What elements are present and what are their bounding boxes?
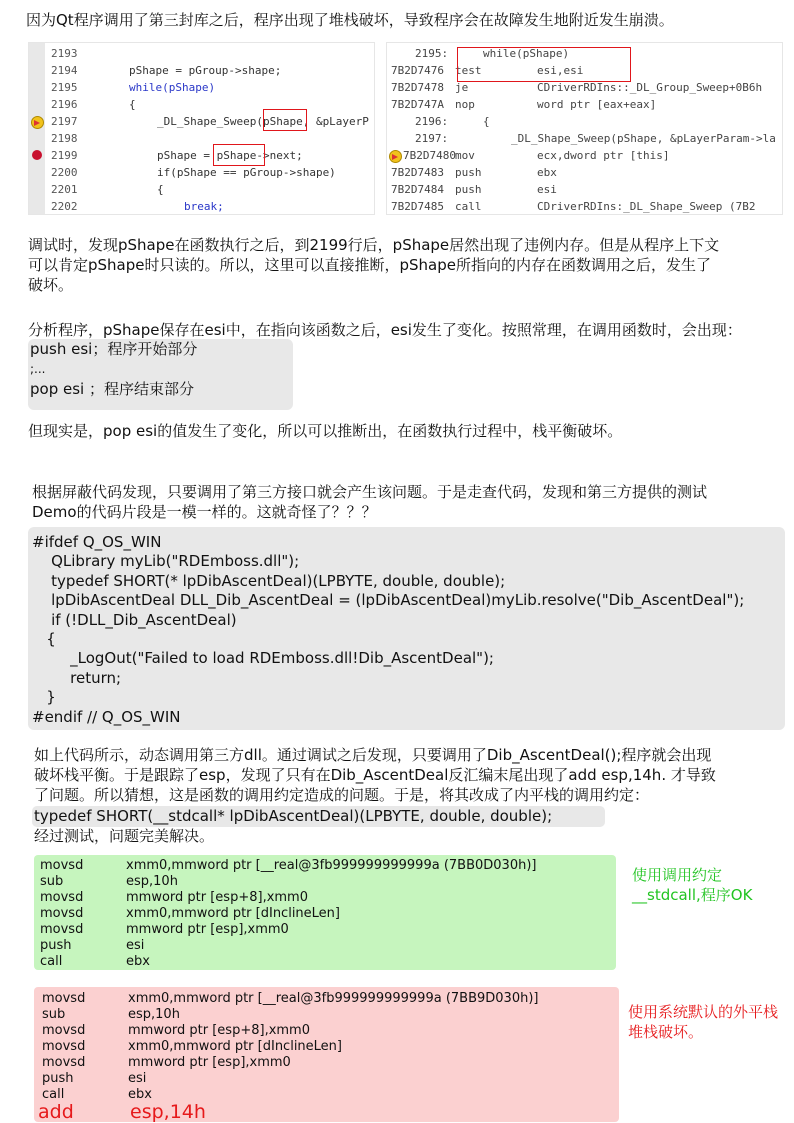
intro-text: 因为Qt程序调用了第三封库之后，程序出现了堆栈破坏，导致程序会在故障发生地附近发生崩溃。 [26, 11, 674, 29]
paragraph-analysis: 分析程序，pShape保存在esi中，在指向该函数之后，esi发生了变化。按照常理，在调用函数时，会出现： [28, 321, 742, 339]
disassembly-screenshot [386, 42, 783, 215]
code-line: break; [184, 200, 224, 213]
asm-line: movsd mmword ptr [esp],xmm0 [40, 922, 289, 937]
asm-operand: ebx [537, 166, 557, 179]
asm-operand: ecx,dword ptr [this] [537, 149, 670, 162]
asm-operand: esi,esi [537, 64, 584, 77]
code-line: lpDibAscentDeal DLL_Dib_AscentDeal = (lpDibAscentDeal)myLib.resolve("Dib_AscentDeal"); [32, 591, 745, 610]
source-text: while(pShape) [483, 47, 570, 60]
asm-opcode: call [455, 200, 482, 213]
note-default-broken: 使用系统默认的外平栈 堆栈破坏。 [628, 1003, 779, 1041]
code-line: } [32, 688, 56, 707]
line-number: 2197 [51, 115, 78, 128]
asm-line: call ebx [42, 1087, 152, 1102]
note-stdcall-ok: 使用调用约定 __stdcall,程序OK [632, 866, 753, 904]
asm-line: sub esp,10h [40, 874, 178, 889]
source-line-ref: 2196: [415, 115, 449, 128]
highlight-box [213, 144, 265, 166]
code-line: #ifdef Q_OS_WIN [32, 533, 162, 551]
code-line: _LogOut("Failed to load RDEmboss.dll!Dib_AscentDeal"); [32, 649, 494, 668]
current-line-arrow-icon [389, 150, 402, 163]
asm-address: 7B2D7485 [391, 200, 444, 213]
highlight-box [263, 109, 307, 131]
source-line-ref: 2197: [415, 132, 449, 145]
paragraph-calling-convention: 如上代码所示，动态调用第三方dll。通过调试之后发现，只要调用了Dib_AscentDeal();程序就会出现 破坏栈平衡。于是跟踪了esp，发现了只有在Dib_AscentDeal反汇编末尾出现了add esp,14h. 才导致 了问题。所以猜想，这是函数的调用约定造成的问题。于是，将其改成了内平栈的调用约定： [34, 746, 716, 804]
paragraph-debug-finding: 调试时，发现pShape在函数执行之后，到2199行后，pShape居然出现了违例内存。但是从程序上下文 可以肯定pShape时只读的。所以，这里可以直接推断，pShape所指向的内存在函数调用之后，发生了 破坏。 [28, 236, 720, 294]
highlight-box [457, 47, 631, 82]
asm-line: movsd mmword ptr [esp],xmm0 [42, 1055, 291, 1070]
code-line: pop esi ；程序结束部分 [30, 380, 194, 398]
code-line: { [157, 183, 164, 196]
source-text: _DL_Shape_Sweep(pShape, &pLayerParam->la [511, 132, 776, 145]
line-number: 2202 [51, 200, 78, 213]
asm-line: push esi [40, 938, 145, 953]
code-line: _DL_Shape_Sweep(pShape, &pLayerP [157, 115, 369, 128]
typedef-code: typedef SHORT(__stdcall* lpDibAscentDeal)(LPBYTE, double, double); [34, 807, 553, 825]
breakpoint-icon [32, 150, 42, 160]
asm-address: 7B2D7483 [391, 166, 444, 179]
code-line: return; [32, 668, 122, 687]
line-number: 2201 [51, 183, 78, 196]
asm-address: 7B2D7480 [403, 149, 456, 162]
asm-line: movsd mmword ptr [esp+8],xmm0 [42, 1023, 310, 1038]
asm-line: movsd xmm0,mmword ptr [dInclineLen] [40, 906, 340, 921]
line-number: 2196 [51, 98, 78, 111]
code-block-dll-load [32, 533, 744, 727]
line-number: 2194 [51, 64, 78, 77]
asm-address: 7B2D747A [391, 98, 444, 111]
paragraph-result: 经过测试，问题完美解决。 [34, 827, 215, 845]
paragraph-stack-broken: 但现实是，pop esi的值发生了变化，所以可以推断出，在函数执行过程中，栈平衡破坏。 [28, 422, 623, 440]
asm-opcode: nop [455, 98, 475, 111]
code-line: while(pShape) [129, 81, 216, 94]
source-code-screenshot [28, 42, 375, 215]
code-line: #endif // Q_OS_WIN [32, 707, 181, 726]
asm-opcode: je [455, 81, 469, 94]
asm-operand: CDriverRDIns::_DL_Group_Sweep+0B6h [537, 81, 763, 94]
asm-opcode: mov [455, 149, 475, 162]
code-line: typedef SHORT(* lpDibAscentDeal)(LPBYTE, double, double); [32, 571, 506, 590]
line-number: 2200 [51, 166, 78, 179]
code-line: pShape = pGroup->shape; [129, 64, 282, 77]
code-line: ;... [30, 362, 46, 376]
code-line: if(pShape == pGroup->shape) [157, 166, 336, 179]
source-line-ref: 2195: [415, 47, 449, 60]
asm-line: sub esp,10h [42, 1007, 180, 1022]
asm-opcode: push [455, 183, 482, 196]
asm-address: 7B2D7478 [391, 81, 444, 94]
asm-line: call ebx [40, 954, 150, 969]
asm-opcode: push [455, 166, 482, 179]
code-line: QLibrary myLib("RDEmboss.dll"); [32, 552, 300, 571]
asm-address: 7B2D7476 [391, 64, 444, 77]
asm-operand: CDriverRDIns:_DL_Shape_Sweep (7B2 [537, 200, 756, 213]
source-text: { [483, 115, 490, 128]
asm-line: movsd xmm0,mmword ptr [__real@3fb999999999999a (7BB0D030h)] [40, 858, 537, 873]
line-number: 2193 [51, 47, 78, 60]
code-line: if (!DLL_Dib_AscentDeal) [32, 610, 237, 629]
asm-line: movsd xmm0,mmword ptr [__real@3fb999999999999a (7BB9D030h)] [42, 991, 539, 1006]
line-number: 2199 [51, 149, 78, 162]
code-line: pShape = pShape->next; [157, 149, 303, 162]
code-line: push esi；程序开始部分 [30, 340, 198, 358]
asm-address: 7B2D7484 [391, 183, 444, 196]
code-line: { [129, 98, 136, 111]
paragraph-third-party: 根据屏蔽代码发现，只要调用了第三方接口就会产生该问题。于是走查代码，发现和第三方提供的测试 Demo的代码片段是一模一样的。这就奇怪了？？？ [32, 483, 708, 521]
current-line-arrow-icon [31, 116, 44, 129]
line-number: 2195 [51, 81, 78, 94]
line-number: 2198 [51, 132, 78, 145]
asm-operand: esi [537, 183, 557, 196]
asm-line-add-esp: add esp,14h [38, 1101, 206, 1123]
asm-line: movsd mmword ptr [esp+8],xmm0 [40, 890, 308, 905]
asm-operand: word ptr [eax+eax] [537, 98, 657, 111]
code-line: { [32, 630, 56, 649]
asm-opcode: test [455, 64, 482, 77]
asm-line: movsd xmm0,mmword ptr [dInclineLen] [42, 1039, 342, 1054]
asm-line: push esi [42, 1071, 147, 1086]
